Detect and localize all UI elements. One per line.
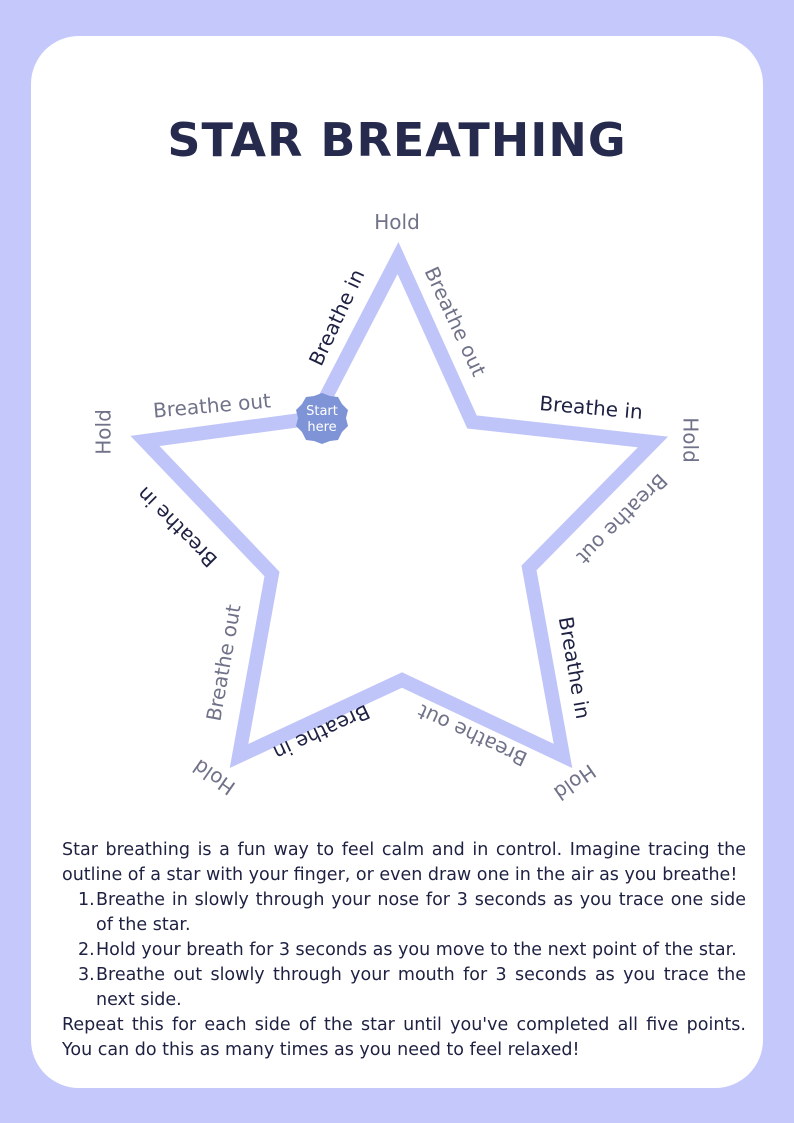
instructions (62, 838, 746, 1063)
breathe-out-label: Breathe out (419, 262, 492, 380)
breathe-in-label: Breathe in (303, 265, 370, 370)
step-text: Hold your breath for 3 seconds as you move to the next point of the star. (96, 940, 737, 960)
breathe-out-label: Breathe out (413, 699, 531, 772)
breathe-in-label: Breathe in (269, 699, 374, 766)
breathe-out-label: Breathe out (201, 602, 246, 723)
hold-label: Hold (374, 210, 420, 234)
breathe-out-label: Breathe out (152, 388, 272, 423)
breathe-in-label: Breathe in (553, 614, 596, 721)
step-item (78, 963, 746, 1013)
start-here-badge (296, 393, 348, 444)
step-text: Breathe in slowly through your nose for 3 seconds as you trace one side of the star. (96, 890, 746, 935)
outro-paragraph: Repeat this for each side of the star until you've completed all five points. You can do this as many times as you need to feel relaxed! (62, 1015, 746, 1060)
step-number: 1. (78, 890, 95, 910)
start-here-line1: Start (306, 404, 338, 419)
hold-label: Hold (549, 759, 601, 806)
steps-list (62, 888, 746, 1013)
step-number: 3. (78, 965, 95, 985)
start-here-line2: here (307, 420, 337, 435)
breathe-in-label: Breathe in (131, 481, 223, 573)
hold-label: Hold (678, 417, 703, 463)
hold-label: Hold (188, 754, 240, 801)
step-item (78, 888, 746, 938)
step-text: Breathe out slowly through your mouth for 3 seconds as you trace the next side. (96, 965, 746, 1010)
breathe-in-label: Breathe in (538, 391, 644, 424)
breathe-out-label: Breathe out (571, 468, 673, 570)
page-title: STAR BREATHING (167, 113, 627, 167)
intro-paragraph: Star breathing is a fun way to feel calm and in control. Imagine tracing the outline of a star with your finger, or even draw one in the air as you breathe! (62, 840, 746, 885)
step-item (78, 938, 746, 963)
hold-label: Hold (91, 409, 116, 455)
step-number: 2. (78, 940, 95, 960)
